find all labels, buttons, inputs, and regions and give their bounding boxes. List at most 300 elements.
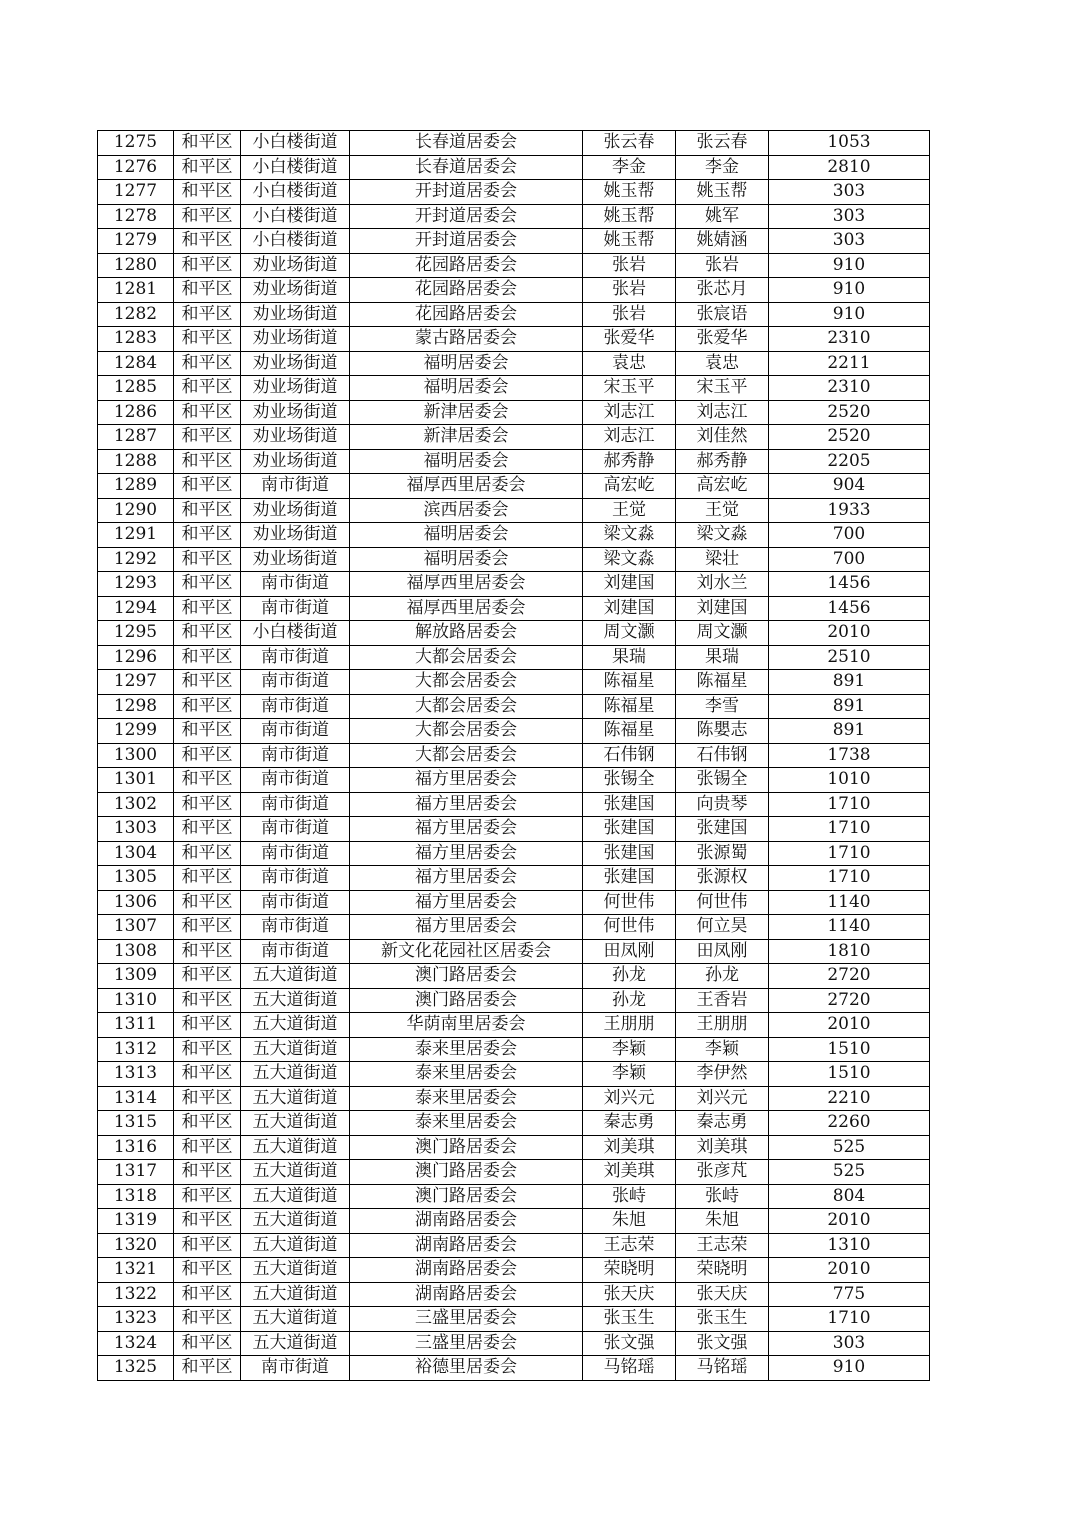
index-cell: 1292	[98, 547, 174, 572]
member-name-cell: 秦志勇	[676, 1111, 769, 1136]
household-head-cell: 孙龙	[583, 964, 676, 989]
household-head-cell: 张文强	[583, 1331, 676, 1356]
table-row	[98, 131, 930, 156]
amount-cell: 525	[769, 1135, 930, 1160]
index-cell: 1300	[98, 743, 174, 768]
district-cell: 和平区	[174, 376, 241, 401]
amount-cell: 891	[769, 719, 930, 744]
table-row	[98, 572, 930, 597]
household-head-cell: 王觉	[583, 498, 676, 523]
district-cell: 和平区	[174, 719, 241, 744]
household-head-cell: 马铭瑶	[583, 1356, 676, 1381]
table-row	[98, 1086, 930, 1111]
committee-cell: 福方里居委会	[350, 792, 583, 817]
table-row	[98, 180, 930, 205]
street-cell: 劝业场街道	[241, 327, 350, 352]
member-name-cell: 张峙	[676, 1184, 769, 1209]
committee-cell: 福明居委会	[350, 547, 583, 572]
street-cell: 南市街道	[241, 915, 350, 940]
district-cell: 和平区	[174, 1037, 241, 1062]
index-cell: 1323	[98, 1307, 174, 1332]
committee-cell: 开封道居委会	[350, 204, 583, 229]
records-table	[97, 130, 930, 1381]
household-head-cell: 刘志江	[583, 425, 676, 450]
household-head-cell: 何世伟	[583, 915, 676, 940]
index-cell: 1308	[98, 939, 174, 964]
street-cell: 南市街道	[241, 817, 350, 842]
member-name-cell: 刘兴元	[676, 1086, 769, 1111]
member-name-cell: 王觉	[676, 498, 769, 523]
household-head-cell: 李颖	[583, 1037, 676, 1062]
amount-cell: 2510	[769, 645, 930, 670]
table-row	[98, 1331, 930, 1356]
committee-cell: 湖南路居委会	[350, 1233, 583, 1258]
table-row	[98, 1037, 930, 1062]
committee-cell: 泰来里居委会	[350, 1111, 583, 1136]
amount-cell: 2720	[769, 988, 930, 1013]
household-head-cell: 王志荣	[583, 1233, 676, 1258]
street-cell: 五大道街道	[241, 1037, 350, 1062]
household-head-cell: 张锡全	[583, 768, 676, 793]
member-name-cell: 张宸语	[676, 302, 769, 327]
table-row	[98, 743, 930, 768]
committee-cell: 大都会居委会	[350, 743, 583, 768]
index-cell: 1322	[98, 1282, 174, 1307]
index-cell: 1277	[98, 180, 174, 205]
index-cell: 1281	[98, 278, 174, 303]
street-cell: 南市街道	[241, 792, 350, 817]
district-cell: 和平区	[174, 572, 241, 597]
index-cell: 1325	[98, 1356, 174, 1381]
street-cell: 劝业场街道	[241, 425, 350, 450]
amount-cell: 1710	[769, 817, 930, 842]
table-row	[98, 498, 930, 523]
district-cell: 和平区	[174, 1233, 241, 1258]
committee-cell: 裕德里居委会	[350, 1356, 583, 1381]
amount-cell: 1140	[769, 915, 930, 940]
household-head-cell: 张天庆	[583, 1282, 676, 1307]
member-name-cell: 石伟钢	[676, 743, 769, 768]
household-head-cell: 张建国	[583, 841, 676, 866]
index-cell: 1284	[98, 351, 174, 376]
street-cell: 南市街道	[241, 939, 350, 964]
household-head-cell: 刘建国	[583, 596, 676, 621]
committee-cell: 澳门路居委会	[350, 1160, 583, 1185]
member-name-cell: 张文强	[676, 1331, 769, 1356]
table-row	[98, 694, 930, 719]
table-row	[98, 988, 930, 1013]
table-row	[98, 792, 930, 817]
street-cell: 五大道街道	[241, 1013, 350, 1038]
amount-cell: 2260	[769, 1111, 930, 1136]
street-cell: 南市街道	[241, 670, 350, 695]
amount-cell: 2211	[769, 351, 930, 376]
household-head-cell: 张岩	[583, 278, 676, 303]
amount-cell: 1310	[769, 1233, 930, 1258]
index-cell: 1303	[98, 817, 174, 842]
member-name-cell: 张源权	[676, 866, 769, 891]
member-name-cell: 果瑞	[676, 645, 769, 670]
amount-cell: 2310	[769, 376, 930, 401]
index-cell: 1287	[98, 425, 174, 450]
household-head-cell: 张岩	[583, 253, 676, 278]
district-cell: 和平区	[174, 474, 241, 499]
index-cell: 1316	[98, 1135, 174, 1160]
index-cell: 1319	[98, 1209, 174, 1234]
amount-cell: 1140	[769, 890, 930, 915]
district-cell: 和平区	[174, 351, 241, 376]
district-cell: 和平区	[174, 1209, 241, 1234]
street-cell: 五大道街道	[241, 964, 350, 989]
district-cell: 和平区	[174, 621, 241, 646]
street-cell: 劝业场街道	[241, 278, 350, 303]
table-row	[98, 866, 930, 891]
member-name-cell: 张岩	[676, 253, 769, 278]
street-cell: 五大道街道	[241, 1258, 350, 1283]
household-head-cell: 李金	[583, 155, 676, 180]
district-cell: 和平区	[174, 400, 241, 425]
street-cell: 南市街道	[241, 866, 350, 891]
street-cell: 劝业场街道	[241, 498, 350, 523]
member-name-cell: 刘美琪	[676, 1135, 769, 1160]
committee-cell: 湖南路居委会	[350, 1258, 583, 1283]
household-head-cell: 姚玉帮	[583, 229, 676, 254]
amount-cell: 1710	[769, 841, 930, 866]
committee-cell: 滨西居委会	[350, 498, 583, 523]
household-head-cell: 果瑞	[583, 645, 676, 670]
household-head-cell: 郝秀静	[583, 449, 676, 474]
table-row	[98, 670, 930, 695]
table-row	[98, 376, 930, 401]
amount-cell: 525	[769, 1160, 930, 1185]
household-head-cell: 张建国	[583, 817, 676, 842]
amount-cell: 2810	[769, 155, 930, 180]
street-cell: 五大道街道	[241, 1135, 350, 1160]
amount-cell: 2010	[769, 1209, 930, 1234]
household-head-cell: 周文灏	[583, 621, 676, 646]
household-head-cell: 石伟钢	[583, 743, 676, 768]
member-name-cell: 陈福星	[676, 670, 769, 695]
street-cell: 南市街道	[241, 474, 350, 499]
district-cell: 和平区	[174, 302, 241, 327]
table-row	[98, 1062, 930, 1087]
index-cell: 1311	[98, 1013, 174, 1038]
amount-cell: 2010	[769, 1258, 930, 1283]
member-name-cell: 张芯月	[676, 278, 769, 303]
table-row	[98, 939, 930, 964]
street-cell: 五大道街道	[241, 1282, 350, 1307]
household-head-cell: 秦志勇	[583, 1111, 676, 1136]
member-name-cell: 王朋朋	[676, 1013, 769, 1038]
table-row	[98, 596, 930, 621]
committee-cell: 泰来里居委会	[350, 1062, 583, 1087]
member-name-cell: 宋玉平	[676, 376, 769, 401]
amount-cell: 1510	[769, 1062, 930, 1087]
amount-cell: 891	[769, 670, 930, 695]
amount-cell: 2205	[769, 449, 930, 474]
district-cell: 和平区	[174, 1135, 241, 1160]
amount-cell: 700	[769, 547, 930, 572]
committee-cell: 福明居委会	[350, 351, 583, 376]
household-head-cell: 张建国	[583, 866, 676, 891]
member-name-cell: 刘佳然	[676, 425, 769, 450]
index-cell: 1286	[98, 400, 174, 425]
district-cell: 和平区	[174, 890, 241, 915]
amount-cell: 891	[769, 694, 930, 719]
table-body	[98, 131, 930, 1381]
member-name-cell: 何立昊	[676, 915, 769, 940]
index-cell: 1310	[98, 988, 174, 1013]
index-cell: 1280	[98, 253, 174, 278]
household-head-cell: 张玉生	[583, 1307, 676, 1332]
member-name-cell: 李颖	[676, 1037, 769, 1062]
table-row	[98, 768, 930, 793]
district-cell: 和平区	[174, 841, 241, 866]
household-head-cell: 宋玉平	[583, 376, 676, 401]
member-name-cell: 王香岩	[676, 988, 769, 1013]
committee-cell: 福方里居委会	[350, 768, 583, 793]
member-name-cell: 姚玉帮	[676, 180, 769, 205]
street-cell: 小白楼街道	[241, 204, 350, 229]
committee-cell: 澳门路居委会	[350, 988, 583, 1013]
household-head-cell: 刘兴元	[583, 1086, 676, 1111]
index-cell: 1306	[98, 890, 174, 915]
index-cell: 1302	[98, 792, 174, 817]
amount-cell: 1710	[769, 1307, 930, 1332]
member-name-cell: 刘水兰	[676, 572, 769, 597]
amount-cell: 700	[769, 523, 930, 548]
committee-cell: 三盛里居委会	[350, 1307, 583, 1332]
table-row	[98, 1135, 930, 1160]
household-head-cell: 姚玉帮	[583, 180, 676, 205]
committee-cell: 开封道居委会	[350, 180, 583, 205]
member-name-cell: 郝秀静	[676, 449, 769, 474]
committee-cell: 湖南路居委会	[350, 1209, 583, 1234]
amount-cell: 1456	[769, 596, 930, 621]
household-head-cell: 张岩	[583, 302, 676, 327]
amount-cell: 1710	[769, 792, 930, 817]
index-cell: 1314	[98, 1086, 174, 1111]
committee-cell: 泰来里居委会	[350, 1037, 583, 1062]
street-cell: 五大道街道	[241, 1062, 350, 1087]
committee-cell: 新文化花园社区居委会	[350, 939, 583, 964]
member-name-cell: 何世伟	[676, 890, 769, 915]
amount-cell: 2520	[769, 400, 930, 425]
street-cell: 劝业场街道	[241, 253, 350, 278]
member-name-cell: 张天庆	[676, 1282, 769, 1307]
district-cell: 和平区	[174, 743, 241, 768]
committee-cell: 长春道居委会	[350, 131, 583, 156]
district-cell: 和平区	[174, 1111, 241, 1136]
member-name-cell: 向贵琴	[676, 792, 769, 817]
street-cell: 南市街道	[241, 1356, 350, 1381]
household-head-cell: 朱旭	[583, 1209, 676, 1234]
district-cell: 和平区	[174, 253, 241, 278]
table-row	[98, 1184, 930, 1209]
amount-cell: 2720	[769, 964, 930, 989]
table-row	[98, 523, 930, 548]
amount-cell: 1456	[769, 572, 930, 597]
table-row	[98, 204, 930, 229]
committee-cell: 花园路居委会	[350, 278, 583, 303]
table-row	[98, 645, 930, 670]
index-cell: 1291	[98, 523, 174, 548]
committee-cell: 花园路居委会	[350, 302, 583, 327]
index-cell: 1294	[98, 596, 174, 621]
street-cell: 南市街道	[241, 572, 350, 597]
district-cell: 和平区	[174, 1184, 241, 1209]
table-row	[98, 425, 930, 450]
member-name-cell: 张源蜀	[676, 841, 769, 866]
table-row	[98, 474, 930, 499]
street-cell: 小白楼街道	[241, 155, 350, 180]
street-cell: 南市街道	[241, 719, 350, 744]
district-cell: 和平区	[174, 1160, 241, 1185]
committee-cell: 福方里居委会	[350, 890, 583, 915]
street-cell: 小白楼街道	[241, 621, 350, 646]
committee-cell: 福方里居委会	[350, 915, 583, 940]
table-row	[98, 327, 930, 352]
street-cell: 五大道街道	[241, 1233, 350, 1258]
street-cell: 劝业场街道	[241, 376, 350, 401]
table-row	[98, 449, 930, 474]
table-row	[98, 278, 930, 303]
district-cell: 和平区	[174, 1331, 241, 1356]
member-name-cell: 陈嬰志	[676, 719, 769, 744]
table-row	[98, 841, 930, 866]
street-cell: 劝业场街道	[241, 302, 350, 327]
table-row	[98, 621, 930, 646]
district-cell: 和平区	[174, 1282, 241, 1307]
member-name-cell: 马铭瑶	[676, 1356, 769, 1381]
district-cell: 和平区	[174, 498, 241, 523]
district-cell: 和平区	[174, 547, 241, 572]
member-name-cell: 姚军	[676, 204, 769, 229]
table-row	[98, 1209, 930, 1234]
index-cell: 1278	[98, 204, 174, 229]
household-head-cell: 田凤刚	[583, 939, 676, 964]
district-cell: 和平区	[174, 131, 241, 156]
street-cell: 五大道街道	[241, 1111, 350, 1136]
committee-cell: 大都会居委会	[350, 719, 583, 744]
committee-cell: 解放路居委会	[350, 621, 583, 646]
committee-cell: 福明居委会	[350, 376, 583, 401]
index-cell: 1304	[98, 841, 174, 866]
amount-cell: 2010	[769, 1013, 930, 1038]
amount-cell: 2010	[769, 621, 930, 646]
member-name-cell: 周文灏	[676, 621, 769, 646]
index-cell: 1282	[98, 302, 174, 327]
street-cell: 劝业场街道	[241, 449, 350, 474]
household-head-cell: 张云春	[583, 131, 676, 156]
street-cell: 劝业场街道	[241, 400, 350, 425]
amount-cell: 910	[769, 253, 930, 278]
amount-cell: 2210	[769, 1086, 930, 1111]
district-cell: 和平区	[174, 523, 241, 548]
index-cell: 1318	[98, 1184, 174, 1209]
street-cell: 五大道街道	[241, 1331, 350, 1356]
committee-cell: 福明居委会	[350, 523, 583, 548]
index-cell: 1324	[98, 1331, 174, 1356]
district-cell: 和平区	[174, 1258, 241, 1283]
index-cell: 1312	[98, 1037, 174, 1062]
table-row	[98, 351, 930, 376]
index-cell: 1297	[98, 670, 174, 695]
committee-cell: 福厚西里居委会	[350, 572, 583, 597]
member-name-cell: 李伊然	[676, 1062, 769, 1087]
table-row	[98, 1258, 930, 1283]
committee-cell: 湖南路居委会	[350, 1282, 583, 1307]
member-name-cell: 张彦芃	[676, 1160, 769, 1185]
household-head-cell: 梁文淼	[583, 523, 676, 548]
amount-cell: 2310	[769, 327, 930, 352]
district-cell: 和平区	[174, 964, 241, 989]
member-name-cell: 刘建国	[676, 596, 769, 621]
table-row	[98, 1356, 930, 1381]
amount-cell: 775	[769, 1282, 930, 1307]
street-cell: 五大道街道	[241, 988, 350, 1013]
committee-cell: 大都会居委会	[350, 694, 583, 719]
member-name-cell: 张锡全	[676, 768, 769, 793]
amount-cell: 910	[769, 302, 930, 327]
household-head-cell: 高宏屹	[583, 474, 676, 499]
member-name-cell: 梁文淼	[676, 523, 769, 548]
street-cell: 南市街道	[241, 841, 350, 866]
index-cell: 1290	[98, 498, 174, 523]
committee-cell: 澳门路居委会	[350, 1184, 583, 1209]
member-name-cell: 朱旭	[676, 1209, 769, 1234]
amount-cell: 1810	[769, 939, 930, 964]
street-cell: 南市街道	[241, 743, 350, 768]
household-head-cell: 刘建国	[583, 572, 676, 597]
street-cell: 南市街道	[241, 645, 350, 670]
index-cell: 1301	[98, 768, 174, 793]
amount-cell: 303	[769, 180, 930, 205]
table-row	[98, 1282, 930, 1307]
index-cell: 1289	[98, 474, 174, 499]
amount-cell: 1010	[769, 768, 930, 793]
household-head-cell: 李颖	[583, 1062, 676, 1087]
district-cell: 和平区	[174, 1086, 241, 1111]
member-name-cell: 袁忠	[676, 351, 769, 376]
table-row	[98, 719, 930, 744]
member-name-cell: 孙龙	[676, 964, 769, 989]
amount-cell: 1933	[769, 498, 930, 523]
district-cell: 和平区	[174, 155, 241, 180]
index-cell: 1283	[98, 327, 174, 352]
amount-cell: 804	[769, 1184, 930, 1209]
household-head-cell: 张建国	[583, 792, 676, 817]
index-cell: 1321	[98, 1258, 174, 1283]
household-head-cell: 张爱华	[583, 327, 676, 352]
street-cell: 南市街道	[241, 890, 350, 915]
household-head-cell: 刘美琪	[583, 1135, 676, 1160]
street-cell: 五大道街道	[241, 1160, 350, 1185]
household-head-cell: 陈福星	[583, 694, 676, 719]
street-cell: 五大道街道	[241, 1307, 350, 1332]
table-row	[98, 155, 930, 180]
member-name-cell: 姚婧涵	[676, 229, 769, 254]
district-cell: 和平区	[174, 645, 241, 670]
household-head-cell: 刘志江	[583, 400, 676, 425]
household-head-cell: 姚玉帮	[583, 204, 676, 229]
member-name-cell: 王志荣	[676, 1233, 769, 1258]
table-row	[98, 890, 930, 915]
household-head-cell: 梁文淼	[583, 547, 676, 572]
amount-cell: 303	[769, 204, 930, 229]
street-cell: 南市街道	[241, 768, 350, 793]
amount-cell: 303	[769, 229, 930, 254]
